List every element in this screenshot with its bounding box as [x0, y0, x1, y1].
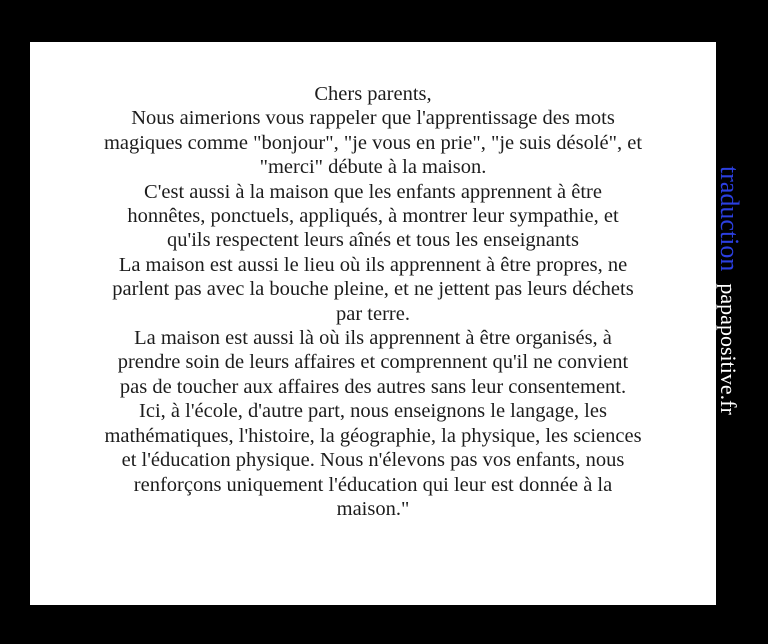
letter-line: par terre.	[336, 302, 410, 325]
letter-line: parlent pas avec la bouche pleine, et ne jettent pas leurs déchets	[112, 278, 634, 301]
letter-line: magiques comme "bonjour", "je vous en prie", "je suis désolé", et	[103, 131, 643, 154]
letter-line: prendre soin de leurs affaires et comprennent qu'il ne convient	[117, 351, 629, 374]
letter-line: mathématiques, l'histoire, la géographie, la physique, les sciences	[104, 424, 642, 447]
site-name: papapositive.fr	[716, 283, 741, 415]
letter-line: La maison est aussi le lieu où ils apprennent à être propres, ne	[118, 253, 628, 276]
letter-card	[30, 42, 716, 605]
letter-line: honnêtes, ponctuels, appliqués, à montrer leur sympathie, et	[127, 205, 619, 228]
letter-line: C'est aussi à la maison que les enfants apprennent à être	[144, 180, 602, 203]
letter-text	[30, 82, 716, 521]
letter-line: renforçons uniquement l'éducation qui leur est donnée à la	[133, 473, 613, 496]
traduction-label: traduction	[715, 166, 744, 272]
letter-line: Chers parents,	[314, 83, 432, 105]
letter-line: et l'éducation physique. Nous n'élevons pas vos enfants, nous	[121, 449, 625, 472]
letter-line: "merci" débute à la maison.	[259, 156, 487, 179]
side-label	[713, 166, 744, 415]
letter-line: qu'ils respectent leurs aînés et tous les enseignants	[167, 229, 579, 252]
letter-line: Nous aimerions vous rappeler que l'apprentissage des mots	[131, 107, 615, 130]
letter-line: pas de toucher aux affaires des autres sans leur consentement.	[119, 375, 627, 398]
letter-line: Ici, à l'école, d'autre part, nous enseignons le langage, les	[139, 400, 607, 423]
letter-line: maison."	[336, 497, 410, 520]
letter-line: La maison est aussi là où ils apprennent à être organisés, à	[134, 327, 612, 350]
